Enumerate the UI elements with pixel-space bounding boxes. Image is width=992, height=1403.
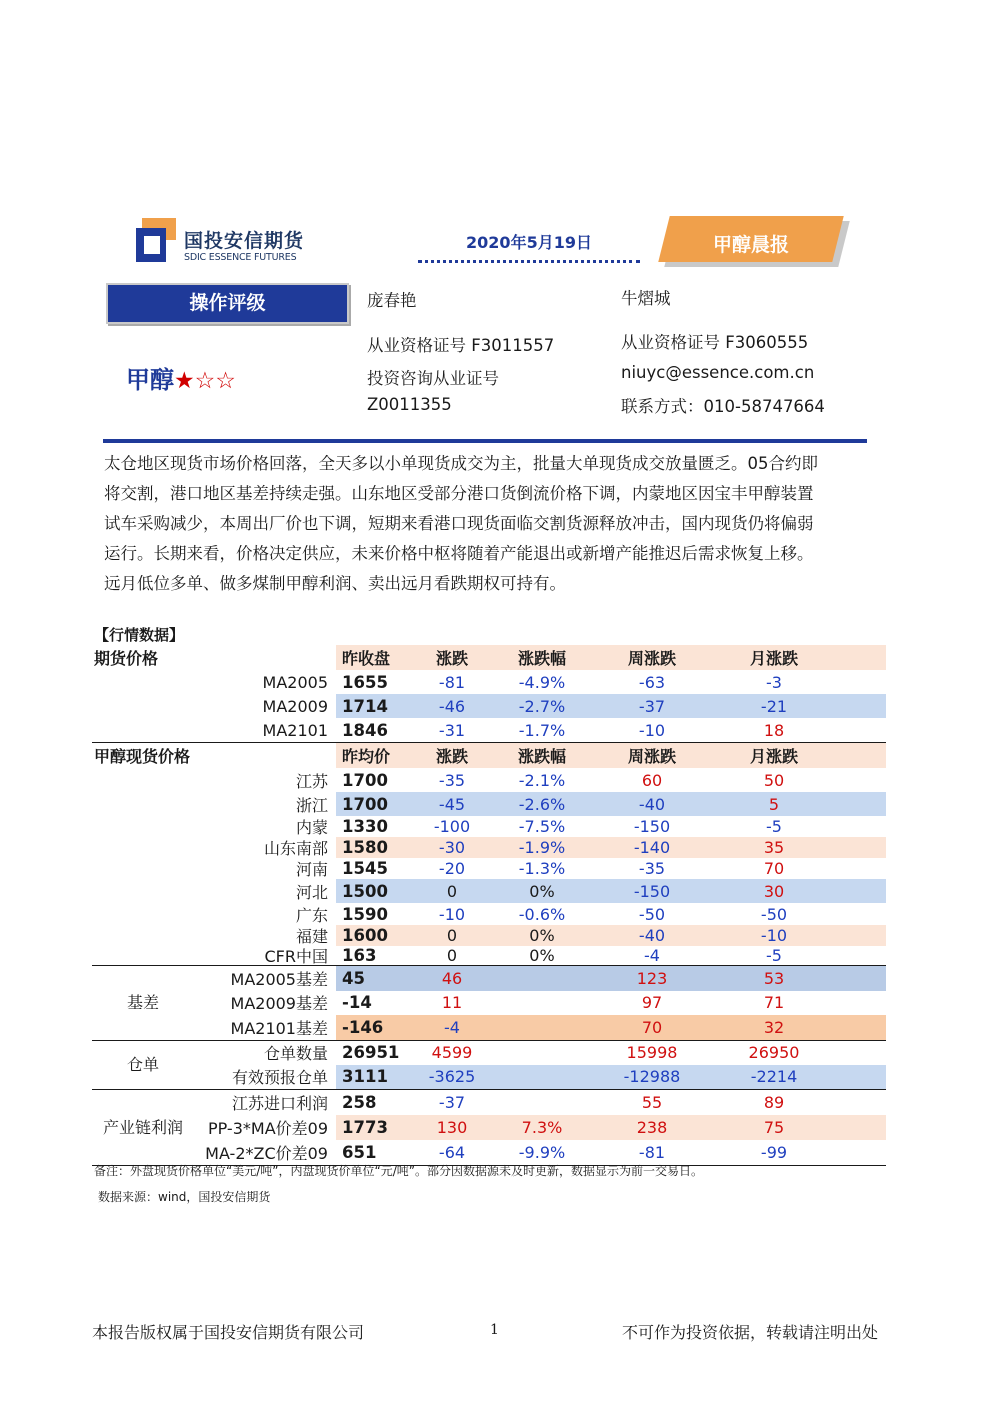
value-change-pct: 7.3% (521, 1117, 563, 1137)
table-row (92, 1090, 886, 1115)
value-month-change: 32 (763, 1017, 785, 1037)
analyst-2-email[interactable]: niuyc@essence.com.cn (621, 363, 815, 382)
column-header: 涨跌 (435, 649, 468, 668)
data-source: 数据来源：wind，国投安信期货 (98, 1190, 271, 1204)
rating-product (126, 360, 236, 395)
value-close: 1655 (342, 672, 388, 692)
value-close: 651 (342, 1142, 377, 1162)
table-row (92, 768, 886, 792)
table-note: 备注：外盘现货价格单位“美元/吨”，内盘现货价单位“元/吨”。部分因数据源未及时更新，数据显示为前一交易日。 (94, 1164, 703, 1178)
value-change: -45 (438, 794, 466, 814)
summary-line: 将交割，港口地区基差持续走强。山东地区受部分港口货倒流价格下调，内蒙地区因宝丰甲醇装置 (104, 484, 814, 503)
table-row (92, 837, 886, 858)
footer-disclaimer: 不可作为投资依据，转载请注明出处 (622, 1323, 879, 1342)
value-month-change: 71 (763, 993, 785, 1013)
value-close: 1580 (342, 838, 388, 857)
value-change-pct: -1.3% (518, 859, 566, 878)
analyst-2-cert: 从业资格证号 F3060555 (621, 333, 809, 352)
column-header: 涨跌 (435, 747, 468, 766)
value-change: -20 (438, 859, 466, 878)
value-change-pct (492, 991, 592, 1016)
analyst-1-cert: 从业资格证号 F3011557 (367, 336, 555, 355)
value-change: -10 (438, 904, 466, 924)
value-month-change: 35 (763, 838, 785, 857)
group-label: 产业链利润 (102, 1117, 183, 1137)
row-label: 河南 (295, 860, 328, 879)
value-close: -14 (342, 993, 372, 1013)
rating-product-name: 甲醇 (126, 366, 174, 394)
value-month-change: -50 (760, 904, 788, 924)
column-header: 涨跌幅 (517, 649, 566, 668)
value-week-change: -81 (638, 1142, 666, 1162)
summary-line: 运行。长期来看，价格决定供应，未来价格中枢将随着产能退出或新增产能推迟后需求恢复上移。 (104, 544, 814, 563)
value-week-change: -12988 (623, 1067, 681, 1086)
value-change: -4 (444, 1017, 460, 1037)
value-month-change: -5 (766, 946, 782, 965)
value-week-change: -63 (638, 672, 666, 692)
value-week-change: 15998 (626, 1043, 678, 1062)
value-change: -100 (433, 817, 471, 836)
value-month-change: -5 (766, 817, 782, 836)
value-change-pct: 0% (529, 881, 555, 901)
row-label: 广东 (295, 905, 328, 925)
market-summary (104, 449, 864, 599)
value-change-pct: -2.1% (518, 770, 566, 790)
value-month-change: -99 (760, 1142, 788, 1162)
value-change: 46 (441, 968, 463, 988)
column-header: 昨均价 (342, 747, 391, 766)
value-close: 1330 (342, 817, 388, 836)
value-change-pct: 0% (529, 926, 555, 945)
row-label: MA-2*ZC价差09 (205, 1143, 328, 1163)
value-week-change: -50 (638, 904, 666, 924)
value-week-change: -140 (633, 838, 671, 857)
row-label: 浙江 (295, 795, 328, 815)
row-label: 河北 (295, 882, 328, 902)
value-change-pct: -4.9% (518, 672, 566, 692)
row-label: MA2101基差 (230, 1018, 328, 1038)
row-label: 江苏 (295, 771, 328, 791)
value-month-change: 75 (763, 1117, 785, 1137)
value-change-pct (492, 1015, 592, 1040)
value-week-change: -37 (638, 696, 666, 716)
row-label: 内蒙 (295, 818, 328, 837)
value-change: 0 (446, 881, 458, 901)
value-change: -3625 (428, 1067, 476, 1086)
value-close: 1773 (342, 1117, 388, 1137)
row-label: 福建 (295, 927, 328, 946)
section-divider (103, 439, 867, 443)
section-header: 期货价格 (94, 649, 159, 668)
value-close: 1700 (342, 794, 388, 814)
value-change-pct (492, 1041, 592, 1065)
table-row (92, 792, 886, 816)
value-week-change: -10 (638, 720, 666, 740)
footer-copyright: 本报告版权属于国投安信期货有限公司 (92, 1323, 365, 1342)
rating-banner (106, 283, 349, 324)
value-close: 1590 (342, 904, 388, 924)
value-change-pct: -2.6% (518, 794, 566, 814)
table-header-row (92, 645, 886, 670)
table-row (92, 1065, 886, 1089)
value-week-change: -40 (638, 794, 666, 814)
analyst-1-name: 庞春艳 (367, 291, 417, 310)
value-change: -46 (438, 696, 466, 716)
table-row (92, 694, 886, 718)
row-label: 山东南部 (263, 839, 328, 858)
value-week-change: -40 (638, 926, 666, 945)
value-month-change: 26950 (748, 1043, 800, 1062)
value-change-pct: -7.5% (518, 817, 566, 836)
value-close: 1700 (342, 770, 388, 790)
value-change: 0 (446, 926, 458, 945)
column-header: 月涨跌 (749, 649, 798, 668)
report-title: 甲醇晨报 (712, 234, 789, 256)
table-row (92, 925, 886, 946)
value-change: -30 (438, 838, 466, 857)
row-label: 江苏进口利润 (231, 1093, 328, 1113)
value-change: 130 (436, 1117, 468, 1137)
value-change: 0 (446, 946, 458, 965)
value-month-change: 70 (763, 859, 785, 878)
value-change: -64 (438, 1142, 466, 1162)
row-label: MA2009 (262, 696, 328, 716)
value-week-change: 97 (641, 993, 663, 1013)
row-label: PP-3*MA价差09 (207, 1118, 328, 1138)
value-week-change: 123 (636, 968, 668, 988)
table-row (92, 879, 886, 903)
summary-line: 试车采购减少，本周出厂价也下调，短期来看港口现货面临交割货源释放冲击，国内现货仍将偏弱 (104, 514, 814, 533)
table-row (92, 946, 886, 965)
value-change-pct: -1.7% (518, 720, 566, 740)
column-header: 周涨跌 (627, 747, 676, 766)
value-month-change: -2214 (750, 1067, 798, 1086)
value-change-pct: 0% (529, 946, 555, 965)
column-header: 月涨跌 (749, 747, 798, 766)
value-month-change: 53 (763, 968, 785, 988)
analyst-1-consult-label: 投资咨询从业证号 (367, 369, 499, 388)
company-logo (136, 216, 306, 268)
row-label: 有效预报仓单 (231, 1068, 328, 1087)
analyst-2-name: 牛熠城 (621, 289, 671, 308)
value-change: -81 (438, 672, 466, 692)
value-close: 1600 (342, 926, 388, 945)
table-row (92, 1115, 886, 1140)
row-label: MA2005基差 (230, 969, 328, 989)
value-change-pct: -2.7% (518, 696, 566, 716)
logo-mark-icon (136, 218, 176, 262)
value-week-change: -35 (638, 859, 666, 878)
table-row (92, 670, 886, 694)
value-close: 1846 (342, 720, 388, 740)
rating-stars-icon: ★☆☆ (174, 368, 236, 394)
group-label: 基差 (126, 993, 159, 1012)
row-label: 仓单数量 (263, 1044, 328, 1063)
section-header: 甲醇现货价格 (94, 747, 191, 766)
table-row (92, 966, 886, 991)
value-month-change: 50 (763, 770, 785, 790)
value-week-change: 70 (641, 1017, 663, 1037)
value-week-change: -150 (633, 817, 671, 836)
value-month-change: -3 (766, 672, 782, 692)
value-month-change: -21 (760, 696, 788, 716)
value-change-pct (492, 1065, 592, 1089)
rating-label: 操作评级 (189, 292, 266, 314)
logo-text-en: SDIC ESSENCE FUTURES (184, 252, 297, 263)
row-label: MA2009基差 (230, 994, 328, 1014)
value-change: 11 (441, 993, 463, 1013)
value-week-change: 238 (636, 1117, 668, 1137)
table-row (92, 1041, 886, 1065)
summary-line: 太仓地区现货市场价格回落，全天多以小单现货成交为主，批量大单现货成交放量匮乏。05合约即 (104, 454, 818, 473)
column-header: 涨跌幅 (517, 747, 566, 766)
row-label: CFR中国 (264, 947, 328, 966)
table-header-row (92, 743, 886, 768)
value-change: -35 (438, 770, 466, 790)
row-label: MA2005 (262, 672, 328, 692)
value-close: 26951 (342, 1043, 400, 1062)
table-row (92, 718, 886, 742)
value-month-change: 30 (763, 881, 785, 901)
group-label: 仓单 (126, 1054, 159, 1074)
table-row (92, 816, 886, 837)
row-label: MA2101 (262, 720, 328, 740)
value-close: 1714 (342, 696, 388, 716)
table-title: 【行情数据】 (94, 626, 185, 644)
column-header: 周涨跌 (627, 649, 676, 668)
table-row (92, 903, 886, 925)
column-header: 昨收盘 (342, 649, 391, 668)
table-row (92, 858, 886, 879)
table-row (92, 1140, 886, 1165)
analyst-2-contact: 联系方式：010-58747664 (621, 397, 825, 416)
value-change: 4599 (431, 1043, 473, 1062)
analyst-1-consult-no: Z0011355 (367, 395, 452, 414)
logo-text-cn: 国投安信期货 (184, 230, 305, 252)
page-number: 1 (490, 1322, 499, 1338)
value-month-change: -10 (760, 926, 788, 945)
value-week-change: -150 (633, 881, 671, 901)
value-close: 1545 (342, 859, 388, 878)
value-change-pct (492, 1090, 592, 1115)
value-change-pct (492, 966, 592, 991)
table-row (92, 1015, 886, 1040)
value-week-change: 55 (641, 1092, 663, 1112)
table-row (92, 991, 886, 1016)
value-month-change: 5 (768, 794, 780, 814)
value-close: 163 (342, 946, 377, 965)
summary-line: 远月低位多单、做多煤制甲醇利润、卖出远月看跌期权可持有。 (104, 574, 566, 593)
value-close: 1500 (342, 881, 388, 901)
value-close: 258 (342, 1092, 377, 1112)
value-change-pct: -0.6% (518, 904, 566, 924)
value-change: -37 (438, 1092, 466, 1112)
value-week-change: -4 (644, 946, 660, 965)
value-week-change: 60 (641, 770, 663, 790)
value-change: -31 (438, 720, 466, 740)
value-close: 45 (342, 968, 365, 988)
value-close: -146 (342, 1017, 384, 1037)
date-underline (418, 260, 640, 263)
value-month-change: 18 (763, 720, 785, 740)
value-change-pct: -9.9% (518, 1142, 566, 1162)
value-close: 3111 (342, 1067, 388, 1086)
value-month-change: 89 (763, 1092, 785, 1112)
value-change-pct: -1.9% (518, 838, 566, 857)
report-date: 2020年5月19日 (466, 233, 592, 252)
